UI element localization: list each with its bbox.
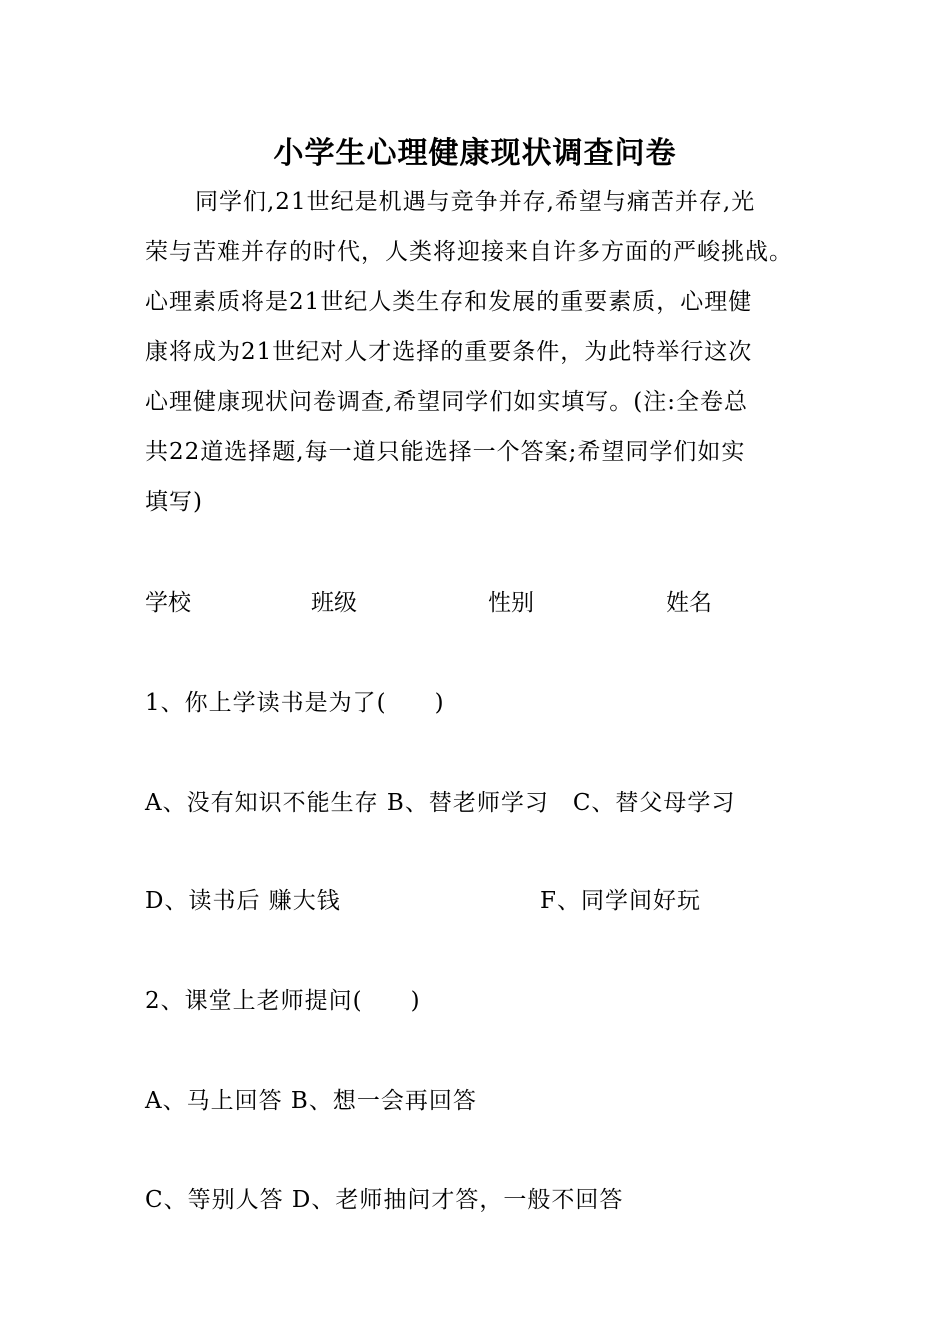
- intro-line-4: 康将成为21世纪对人才选择的重要条件，为此特举行这次: [145, 339, 753, 365]
- name-label: 姓名: [666, 590, 712, 616]
- question-1-options-abc: A、没有知识不能生存 B、替老师学习 C、替父母学习: [145, 790, 736, 816]
- intro-line-2: 荣与苦难并存的时代，人类将迎接来自许多方面的严峻挑战。: [145, 239, 793, 265]
- question-2-options-ab: A、马上回答 B、想一会再回答: [145, 1088, 477, 1114]
- question-1: 1、你上学读书是为了( ): [145, 690, 445, 716]
- intro-line-3: 心理素质将是21世纪人类生存和发展的重要素质，心理健: [145, 289, 753, 315]
- intro-line-7: 填写): [145, 489, 203, 515]
- class-label: 班级: [311, 590, 357, 616]
- gender-label: 性别: [488, 590, 534, 616]
- question-1-option-d: D、读书后 赚大钱: [145, 888, 341, 914]
- question-2-options-cd: C、等别人答 D、老师抽问才答，一般不回答: [145, 1187, 624, 1213]
- intro-line-6: 共22道选择题,每一道只能选择一个答案;希望同学们如实: [145, 439, 746, 465]
- intro-line-1: 同学们,21世纪是机遇与竞争并存,希望与痛苦并存,光: [195, 189, 756, 215]
- question-1-option-f: F、同学间好玩: [540, 888, 701, 914]
- school-label: 学校: [145, 590, 191, 616]
- page-title: 小学生心理健康现状调查问卷: [273, 136, 677, 171]
- intro-line-5: 心理健康现状问卷调查,希望同学们如实填写。(注:全卷总: [145, 389, 749, 415]
- question-2: 2、课堂上老师提问( ): [145, 988, 421, 1014]
